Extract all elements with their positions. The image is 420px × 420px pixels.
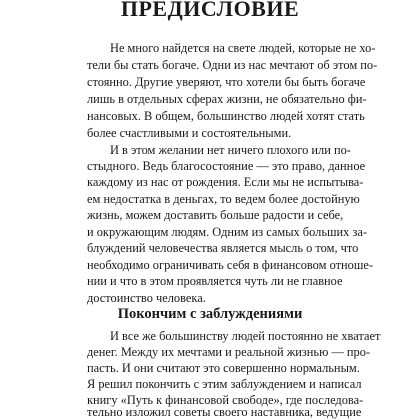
text-line: Не много найдется на свете людей, которые не хо- <box>110 41 376 55</box>
text-line: стоянно. Другие уверяют, что хотели бы быть богаче <box>87 75 366 89</box>
text-line: нансовых. В общем, большинство людей хотят стать <box>87 109 365 123</box>
text-line: ем недостатка в деньгах, то ведем более достойную <box>87 192 360 206</box>
text-line: тели бы стать богаче. Одни из нас мечтают об этом по- <box>87 58 378 72</box>
text-line: книгу «Путь к финансовой свободе», где последова- <box>87 393 364 407</box>
text-line: жизнь, можем доставить больше радости и себе, <box>87 208 344 222</box>
text-line: лишь в отдельных сферах жизни, не обязательно фи- <box>87 92 367 106</box>
text-line: достоинство человека. <box>87 291 206 305</box>
section-title: Покончим с заблуждениями <box>117 306 303 322</box>
text-line: стыдного. Ведь благосостояние — это право, данное <box>87 159 366 173</box>
text-line: денег. Между их мечтами и реальной жизнью — про- <box>87 345 371 359</box>
text-line: и окружающим людям. Одним из самых больших за- <box>87 225 367 239</box>
text-line: блуждений человечества является мысль о том, что <box>87 241 359 255</box>
text-line: необходимо ограничивать себя в финансовом отноше- <box>87 258 374 272</box>
text-line: тельно изложил советы своего наставника, ведущие <box>87 405 362 419</box>
text-line: пасть. И они считают это совершенно нормальным. <box>87 361 360 375</box>
text-line: Я решил покончить с этим заблуждением и написал <box>87 377 362 391</box>
chapter-title: ПРЕДИСЛОВИЕ <box>120 0 300 21</box>
text-line: нии и что в этом проявляется чуть ли не главное <box>87 274 343 288</box>
text-line: И все же большинству людей постоянно не хватает <box>110 329 381 343</box>
text-line: И в этом желании нет ничего плохого или по- <box>110 143 351 157</box>
text-line: более счастливыми и состоятельными. <box>87 126 292 140</box>
text-line: каждому из нас от рождения. Если мы не испытыва- <box>87 175 364 189</box>
